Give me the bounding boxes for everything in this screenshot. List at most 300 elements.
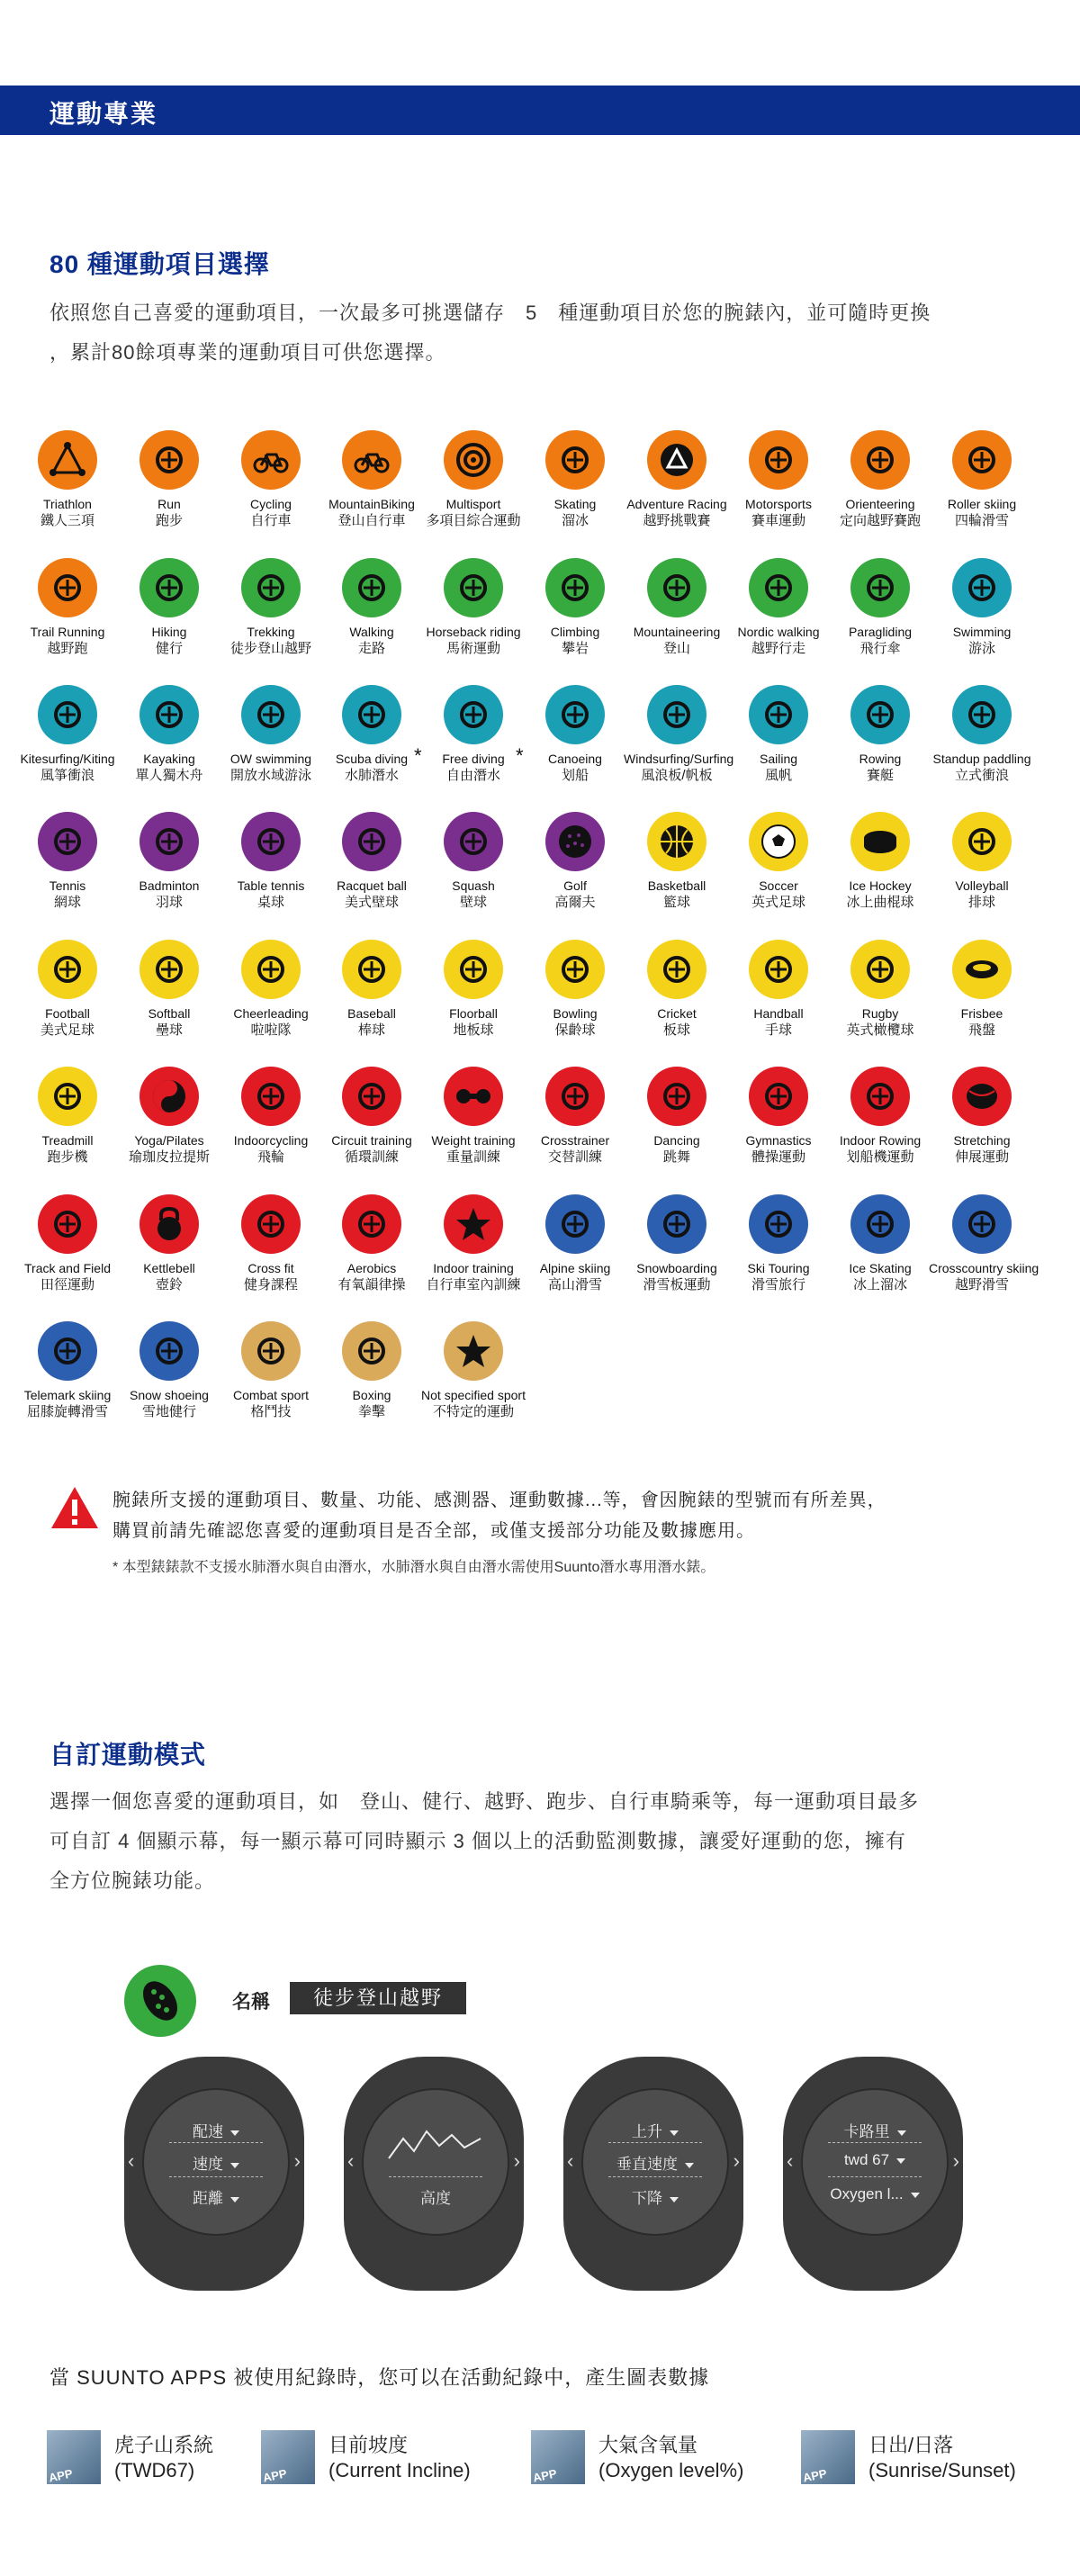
sport-name-en: Indoor training [433, 1261, 514, 1275]
sport-name-en: Adventure Racing [626, 497, 727, 511]
pompom-icon [241, 940, 301, 999]
sport-name-en: Roller skiing [947, 497, 1017, 511]
sport-item [218, 1321, 324, 1421]
sport-name-en: Squash [452, 878, 495, 893]
watch-field: 下降 [610, 2185, 700, 2208]
chevron-left-icon: ‹ [567, 2149, 574, 2172]
sport-item [725, 940, 832, 1040]
baseball-icon [342, 940, 401, 999]
sport-name-zh: 高山滑雪 [547, 1277, 602, 1293]
sport-item [319, 1194, 425, 1294]
sport-name-en: Ice Hockey [849, 878, 912, 893]
sport-name-en: Weight training [431, 1133, 516, 1148]
sport-name-zh: 瑜珈皮拉提斯 [128, 1149, 210, 1165]
sport-name-zh: 健身課程 [243, 1277, 298, 1293]
sport-item [420, 1067, 526, 1166]
sport-item [725, 430, 832, 530]
rowing-machine-icon [850, 1067, 910, 1126]
target-icon [444, 430, 503, 490]
sport-item [218, 940, 324, 1040]
sport-name-en: Yoga/Pilates [134, 1133, 204, 1148]
sport-name-en: Handball [753, 1006, 804, 1021]
shoe-sole-icon [241, 558, 301, 617]
sport-item [218, 430, 324, 530]
paddle-icon [545, 685, 605, 744]
sport-name-en: Hiking [151, 625, 187, 639]
sport-name-zh: 水肺潛水 [344, 768, 399, 783]
sport-name-zh: 英式橄欖球 [846, 1022, 914, 1038]
sport-name-zh: 壁球 [459, 895, 487, 910]
app-name-zh: 大氣含氧量 [598, 2434, 698, 2456]
sport-name-zh: 棒球 [357, 1022, 385, 1038]
sport-name-zh: 四輪滑雪 [954, 513, 1009, 528]
carabiner-icon [545, 558, 605, 617]
puck-icon [850, 812, 910, 871]
sport-name-en: Cheerleading [233, 1006, 309, 1021]
sport-name-zh: 風浪板/帆板 [641, 768, 713, 783]
sport-name-zh: 賽艇 [866, 768, 894, 783]
sport-item [116, 1194, 222, 1294]
ski-tracks-icon [545, 1194, 605, 1254]
chevron-right-icon: › [733, 2149, 740, 2172]
sport-name-zh: 鐵人三項 [40, 513, 94, 528]
watch-face [142, 2088, 290, 2236]
sport-name-en: Telemark skiing [23, 1388, 112, 1402]
sport-item [827, 940, 933, 1040]
sport-name-zh: 開放水域游泳 [230, 768, 311, 783]
sport-name-en: Crosstrainer [540, 1133, 610, 1148]
sport-item [218, 1067, 324, 1166]
paddle-bat-icon [241, 812, 301, 871]
shoe-sole-icon [38, 558, 97, 617]
sport-name-zh: 賽車運動 [751, 513, 806, 528]
sport-item [116, 812, 222, 912]
sport-name-zh: 板球 [662, 1022, 690, 1038]
sport-name-zh: 桌球 [256, 895, 284, 910]
sport-name-en: Aerobics [346, 1261, 397, 1275]
sport-item [14, 1194, 121, 1294]
sport-item [218, 685, 324, 785]
sailboat-icon [749, 685, 808, 744]
watch-field: 距離 [171, 2185, 261, 2208]
sport-name-en: Boxing [352, 1388, 392, 1402]
footnote-asterisk: * [414, 744, 422, 767]
warning-icon [50, 1485, 100, 1530]
sport-name-en: Tennis [49, 878, 86, 893]
sport-item [218, 558, 324, 658]
sport-name-zh: 壺鈴 [155, 1277, 183, 1293]
sport-item [725, 1067, 832, 1166]
sport-name-zh: 游泳 [968, 641, 995, 656]
sport-name-en: Kettlebell [143, 1261, 195, 1275]
sport-item [116, 685, 222, 785]
sport-item [929, 430, 1035, 530]
sport-item [624, 1194, 730, 1294]
footprints-icon [749, 558, 808, 617]
sport-name-en: Floorball [449, 1006, 498, 1021]
spin-bike-icon [241, 1067, 301, 1126]
sport-item [929, 940, 1035, 1040]
sport-name-zh: 啦啦隊 [250, 1022, 292, 1038]
shoe-sole-icon [342, 558, 401, 617]
shoe-icon [140, 430, 199, 490]
sport-name-zh: 英式足球 [751, 895, 806, 910]
sport-item [319, 430, 425, 530]
softball-icon [140, 940, 199, 999]
racket-icon [444, 812, 503, 871]
sport-item [116, 940, 222, 1040]
sport-name-en: Not specified sport [421, 1388, 526, 1402]
sport-name-zh: 冰上溜冰 [852, 1277, 907, 1293]
sport-name-en: Sailing [759, 752, 798, 766]
sport-name-zh: 格鬥技 [250, 1404, 292, 1419]
cricket-ball-icon [647, 940, 706, 999]
sport-name-en: Circuit training [331, 1133, 412, 1148]
chevron-left-icon: ‹ [347, 2149, 355, 2172]
sport-name-en: Free diving [442, 752, 505, 766]
sport-item [725, 812, 832, 912]
sport-name-zh: 屈膝旋轉滑雪 [26, 1404, 108, 1419]
sport-name-zh: 越野滑雪 [954, 1277, 1009, 1293]
sport-item [624, 558, 730, 658]
chevron-right-icon: › [513, 2149, 520, 2172]
app-thumbnail: APP [47, 2430, 101, 2484]
bicycle-icon [342, 430, 401, 490]
oars-icon [850, 685, 910, 744]
ski-tracks-icon [952, 1194, 1012, 1254]
kite-icon [38, 685, 97, 744]
bowling-ball-icon [545, 940, 605, 999]
snowshoe-icon [140, 1321, 199, 1381]
sport-item [14, 1321, 121, 1421]
track-icon [38, 1194, 97, 1254]
warning-line-1: 腕錶所支援的運動項目、數量、功能、感測器、運動數據...等，會因腕錶的型號而有所差異， [112, 1491, 886, 1510]
sport-item [522, 940, 628, 1040]
sport-item [218, 812, 324, 912]
section-header-bar [0, 86, 1080, 135]
sport-item [929, 1067, 1035, 1166]
sport-item [116, 430, 222, 530]
sport-name-zh: 跳舞 [662, 1149, 690, 1165]
sport-item [827, 430, 933, 530]
sport-name-zh: 羽球 [155, 895, 183, 910]
sport-name-zh: 有氧韻律操 [338, 1277, 406, 1293]
triangle-icon [647, 430, 706, 490]
sport-name-en: Mountaineering [633, 625, 721, 639]
star-icon [444, 1321, 503, 1381]
app-name-zh: 日出/日落 [868, 2434, 954, 2456]
sport-name-zh: 排球 [968, 895, 995, 910]
sport-name-zh: 自由潛水 [446, 768, 500, 783]
sport-name-en: Badminton [139, 878, 200, 893]
sport-name-zh: 滑雪旅行 [751, 1277, 806, 1293]
sport-name-en: Motorsports [745, 497, 812, 511]
sport-item [827, 1194, 933, 1294]
sport-name-en: Track and Field [24, 1261, 111, 1275]
sport-name-en: Windsurfing/Surfing [624, 752, 734, 766]
sport-name-zh: 雪地健行 [141, 1404, 196, 1419]
ice-skate-icon [850, 1194, 910, 1254]
sport-name-en: Kayaking [143, 752, 195, 766]
sport-name-en: Walking [349, 625, 394, 639]
pommel-horse-icon [749, 1067, 808, 1126]
ski-mountain-icon [749, 1194, 808, 1254]
sport-name-en: Paragliding [848, 625, 913, 639]
name-label: 名稱 [232, 1992, 270, 2013]
sport-item [827, 558, 933, 658]
frisbee-icon [952, 940, 1012, 999]
sport-name-en: Snowboarding [636, 1261, 717, 1275]
sports-section-title: 80 種運動項目選擇 [50, 250, 270, 278]
handball-icon [749, 940, 808, 999]
sport-name-zh: 登山 [662, 641, 690, 656]
yin-yang-icon [140, 1067, 199, 1126]
watch-field: Oxygen l... [830, 2185, 920, 2203]
mat-icon [952, 1067, 1012, 1126]
paraglider-icon [850, 558, 910, 617]
sport-name-zh: 重量訓練 [446, 1149, 500, 1165]
sport-name-en: Treadmill [41, 1133, 94, 1148]
sport-name-zh: 滑雪板運動 [643, 1277, 711, 1293]
sport-name-en: Dancing [653, 1133, 700, 1148]
sport-name-zh: 飛盤 [968, 1022, 995, 1038]
sport-name-zh: 健行 [155, 641, 183, 656]
sport-name-en: Table tennis [237, 878, 305, 893]
diving-mask-icon [342, 685, 401, 744]
sports-intro-line-2: ，累計80餘項專業的運動項目可供您選擇。 [50, 341, 446, 364]
watch-field: 上升 [610, 2119, 700, 2141]
sport-name-zh: 不特定的運動 [432, 1404, 514, 1419]
bicycle-icon [241, 430, 301, 490]
sport-item [116, 1321, 222, 1421]
sport-name-zh: 體操運動 [751, 1149, 806, 1165]
goggles-icon [952, 558, 1012, 617]
watch-face [801, 2088, 949, 2236]
sport-item [624, 812, 730, 912]
footprints-icon [647, 1067, 706, 1126]
mountain-icon [647, 558, 706, 617]
custom-intro-line-2: 可自訂 4 個顯示幕，每一顯示幕可同時顯示 3 個以上的活動監測數據，讓愛好運動的您，擁有 [50, 1830, 906, 1852]
sport-name-en: Volleyball [955, 878, 1009, 893]
floorball-icon [444, 940, 503, 999]
sport-name-zh: 登山自行車 [338, 513, 406, 528]
sport-item [420, 685, 526, 785]
sport-item [522, 685, 628, 785]
ski-mountain-icon [38, 1321, 97, 1381]
sport-name-zh: 伸展運動 [954, 1149, 1009, 1165]
sport-name-value: 徒步登山越野 [290, 1982, 466, 2014]
sport-name-zh: 定向越野賽跑 [839, 513, 921, 528]
sport-name-zh: 交替訓練 [547, 1149, 602, 1165]
sport-name-en: Kitesurfing/Kiting [20, 752, 115, 766]
sport-item [624, 1067, 730, 1166]
orienteering-icon [850, 430, 910, 490]
app-name-en: (Oxygen level%) [598, 2459, 744, 2481]
swimmer-icon [241, 685, 301, 744]
sport-name-en: Softball [148, 1006, 191, 1021]
sport-name-en: Stretching [953, 1133, 1011, 1148]
section-header-title: 運動專業 [50, 100, 158, 128]
sport-name-en: Racquet ball [337, 878, 407, 893]
sport-item [624, 940, 730, 1040]
sport-name-zh: 高爾夫 [554, 895, 596, 910]
sport-name-en: Football [45, 1006, 90, 1021]
football-icon [38, 940, 97, 999]
custom-intro-line-1: 選擇一個您喜愛的運動項目，如 登山、健行、越野、跑步、自行車騎乘等，每一運動項目最多 [50, 1790, 920, 1813]
watch-field: 配速 [171, 2119, 261, 2141]
sport-item [319, 685, 425, 785]
watch-field: 速度 [171, 2151, 261, 2174]
sport-name-zh: 手球 [764, 1022, 792, 1038]
flag-icon [749, 430, 808, 490]
app-name-zh: 虎子山系統 [114, 2434, 214, 2456]
sport-name-en: Cycling [250, 497, 292, 511]
star-icon [444, 1194, 503, 1254]
basketball-icon [647, 812, 706, 871]
sport-item [725, 558, 832, 658]
apps-intro: 當 SUUNTO APPS 被使用紀錄時，您可以在活動紀錄中，產生圖表數據 [50, 2366, 710, 2389]
sport-name-zh: 美式足球 [40, 1022, 94, 1038]
sport-name-zh: 越野挑戰賽 [643, 513, 711, 528]
sport-name-en: Alpine skiing [539, 1261, 611, 1275]
sport-name-zh: 循環訓練 [344, 1149, 399, 1165]
app-name-en: (Sunrise/Sunset) [868, 2459, 1016, 2481]
sport-item [624, 685, 734, 785]
sport-name-zh: 單人獨木舟 [135, 768, 203, 783]
paddle-icon [952, 685, 1012, 744]
sport-name-zh: 自行車 [250, 513, 292, 528]
sport-name-en: Skating [554, 497, 597, 511]
sport-name-en: Trekking [247, 625, 295, 639]
roller-ski-icon [952, 430, 1012, 490]
sport-name-zh: 自行車室內訓練 [426, 1277, 521, 1293]
chevron-left-icon: ‹ [128, 2149, 135, 2172]
sport-name-zh: 網球 [53, 895, 81, 910]
sport-name-zh: 越野行走 [751, 641, 806, 656]
watch-field: twd 67 [830, 2151, 920, 2169]
snowboard-icon [647, 1194, 706, 1254]
sport-name-en: Climbing [550, 625, 600, 639]
boxing-glove-icon [342, 1321, 401, 1381]
sport-name-en: Baseball [347, 1006, 396, 1021]
sport-name-zh: 風帆 [764, 768, 792, 783]
sport-item [827, 1067, 933, 1166]
sport-name-en: Bowling [553, 1006, 598, 1021]
custom-intro-line-3: 全方位腕錶功能。 [50, 1869, 216, 1892]
sport-name-en: Canoeing [548, 752, 602, 766]
warning-line-2: 購買前請先確認您喜愛的運動項目是否全部，或僅支援部分功能及數據應用。 [112, 1521, 755, 1541]
chevron-right-icon: › [293, 2149, 301, 2172]
watch-display-1 [124, 2057, 304, 2291]
watch-face [581, 2088, 729, 2236]
sport-item [14, 558, 121, 658]
sport-name-zh: 飛輪 [256, 1149, 284, 1165]
sport-name-en: Soccer [759, 878, 798, 893]
sport-name-zh: 多項目綜合運動 [426, 513, 521, 528]
sport-item [522, 1067, 628, 1166]
sport-item [14, 685, 121, 785]
sport-name-zh: 跑步 [155, 513, 183, 528]
sport-name-en: Triathlon [43, 497, 92, 511]
sport-item [319, 558, 425, 658]
sport-name-zh: 划船機運動 [846, 1149, 914, 1165]
sport-item [116, 1067, 222, 1166]
sport-name-en: Standup paddling [932, 752, 1031, 766]
sport-name-zh: 田徑運動 [40, 1277, 94, 1293]
sport-item [420, 430, 526, 530]
sport-item [420, 940, 526, 1040]
diving-footnote: * 本型錶錶款不支援水肺潛水與自由潛水，水肺潛水與自由潛水需使用Suunto潛水專用潛水錶。 [112, 1560, 716, 1575]
sport-name-zh: 立式衝浪 [954, 768, 1009, 783]
sport-item [522, 1194, 628, 1294]
racket-icon [140, 812, 199, 871]
app-name-zh: 目前坡度 [328, 2434, 409, 2456]
sport-name-zh: 飛行傘 [860, 641, 901, 656]
sports-intro-line-1: 依照您自己喜愛的運動項目，一次最多可挑選儲存 5 種運動項目於您的腕錶內，並可隨時更換 [50, 302, 932, 324]
circuit-icon [342, 1067, 401, 1126]
watch-field: 高度 [420, 2190, 451, 2207]
chevron-right-icon: › [952, 2149, 959, 2172]
sport-name-zh: 壘球 [155, 1022, 183, 1038]
sport-name-en: Gymnastics [745, 1133, 812, 1148]
sport-item [522, 430, 628, 530]
footnote-asterisk: * [516, 744, 524, 767]
rugby-ball-icon [850, 940, 910, 999]
triathlon-icon [38, 430, 97, 490]
kettlebell-icon [140, 1194, 199, 1254]
sport-name-en: Cross fit [248, 1261, 294, 1275]
aerobics-icon [342, 1194, 401, 1254]
sport-item [116, 558, 222, 658]
treadmill-icon [38, 1067, 97, 1126]
sport-name-en: Run [158, 497, 181, 511]
helmet-icon [444, 558, 503, 617]
watch-face [362, 2088, 509, 2236]
sport-item [14, 812, 121, 912]
sport-name-en: Combat sport [232, 1388, 310, 1402]
sport-item [827, 685, 933, 785]
sport-name-en: Scuba diving [335, 752, 409, 766]
sport-name-en: Swimming [952, 625, 1012, 639]
sport-name-en: Trail Running [30, 625, 105, 639]
paddle-icon [140, 685, 199, 744]
sport-name-zh: 跑步機 [47, 1149, 88, 1165]
sport-name-en: Multisport [446, 497, 501, 511]
sport-item [929, 812, 1035, 912]
sport-name-zh: 籃球 [662, 895, 690, 910]
sport-item [725, 685, 832, 785]
sport-name-zh: 冰上曲棍球 [846, 895, 914, 910]
sport-name-en: Nordic walking [737, 625, 820, 639]
sport-name-en: Indoorcycling [233, 1133, 309, 1148]
chevron-left-icon: ‹ [787, 2149, 794, 2172]
sport-item [420, 812, 526, 912]
sport-item [14, 1067, 121, 1166]
sport-item [14, 940, 121, 1040]
sport-name-zh: 越野跑 [47, 641, 88, 656]
sport-name-zh: 走路 [357, 641, 385, 656]
app-name-en: (Current Incline) [328, 2459, 471, 2481]
sport-item [929, 685, 1035, 785]
altitude-graph-icon [387, 2126, 484, 2162]
sport-name-en: Horseback riding [426, 625, 521, 639]
sport-item [319, 1067, 425, 1166]
soccer-ball-icon [749, 812, 808, 871]
sport-name-en: Snow shoeing [130, 1388, 209, 1402]
sport-name-zh: 拳擊 [357, 1404, 385, 1419]
shoe-sole-icon [140, 558, 199, 617]
sport-item [827, 812, 933, 912]
